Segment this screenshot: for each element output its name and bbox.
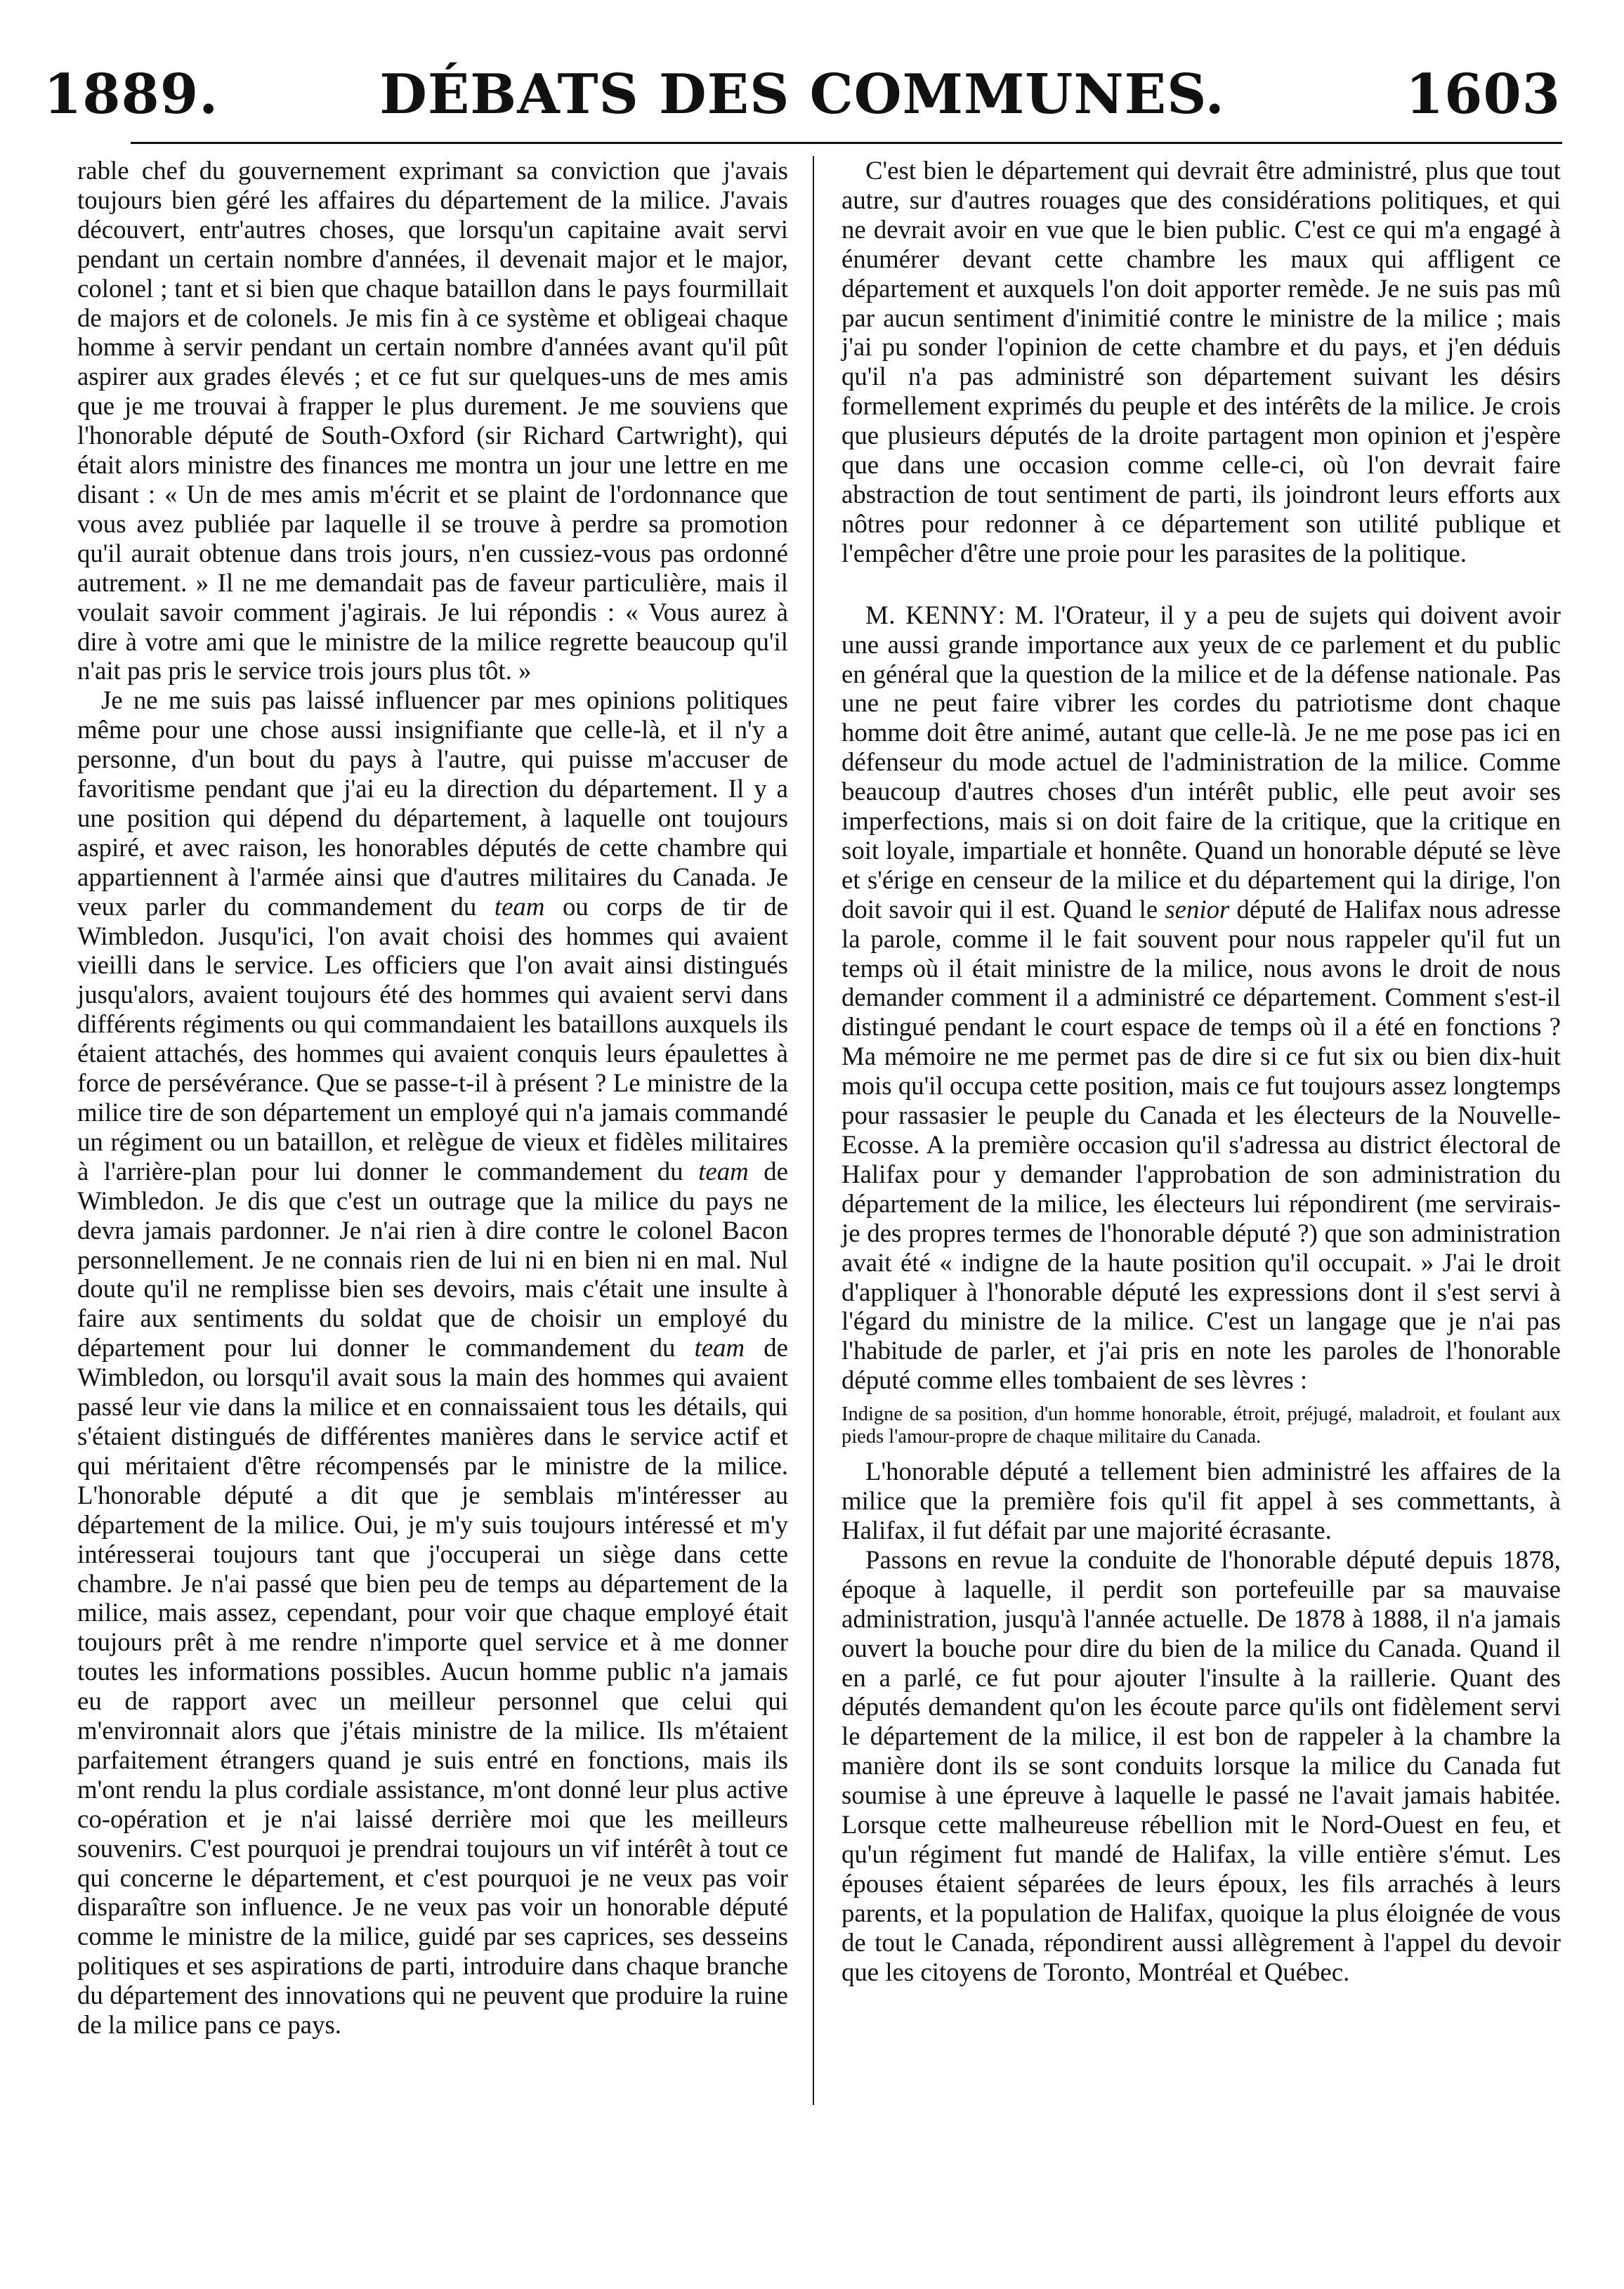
- column-divider: [813, 156, 814, 2105]
- left-paragraph-1: rable chef du gouvernement exprimant sa conviction que j'avais toujours bien géré les affaires du département de la milice. J'avais découvert, entr'autres choses, que lorsqu'un capitaine avait servi pendant un certain nombre d'années, il devenait major et le major, colonel ; tant et si bien que chaque bataillon dans le pays fourmillait de majors et de colonels. Je mis fin à ce système et obligeai chaque homme à servir pendant un certain nombre d'années avant qu'il pût aspirer aux grades élevés ; et ce fut sur quelques-uns de mes amis que je me trouvai à frapper le plus durement. Je me souviens que l'honorable député de South-Oxford (sir Richard Cartwright), qui était alors ministre des finances me montra un jour une lettre en me disant : « Un de mes amis m'écrit et se plaint de l'ordonnance que vous avez publiée par laquelle il se trouve à perdre sa promotion qu'il aurait obtenue dans trois jours, n'en cussiez-vous pas ordonné autrement. » Il ne me demandait pas de faveur particulière, mais il voulait savoir comment j'agirais. Je lui répondis : « Vous aurez à dire à votre ami que le ministre de la milice regrette beaucoup qu'il n'ait pas pris le service trois jours plus tôt. »: [77, 156, 788, 686]
- italic-term-team: team: [494, 891, 545, 921]
- italic-term-senior: senior: [1165, 894, 1230, 924]
- right-paragraph-2: [842, 601, 1561, 1395]
- left-paragraph-2: [77, 686, 788, 2040]
- right-paragraph-2-part-a: : M. l'Orateur, il y a peu de sujets qui doivent avoir une aussi grande importance aux yeux de ce parlement et du public en général que la question de la milice et de la défense nationale. Pas une ne peut faire vibrer les cordes du patriotisme dont chaque homme doit être animé, autant que celle-là. Je ne me pose pas ici en défenseur du mode actuel de l'administration de la milice. Comme beaucoup d'autres choses d'un intérêt public, elle peut avoir ses imperfections, mais si on doit faire de la critique, que la critique en soit loyale, impartiale et honnête. Quand un honorable député se lève et s'érige en censeur de la milice et du département qui la dirige, l'on doit savoir qui il est. Quand le: [842, 600, 1561, 924]
- left-paragraph-2-part-c: de Wimbledon. Je dis que c'est un outrage que la milice du pays ne devra jamais pardonner. Je n'ai rien à dire contre le colonel Bacon personnellement. Je ne connais rien de lui ni en bien ni en mal. Nul doute qu'il ne remplisse bien ses devoirs, mais c'était une insulte à faire aux sentiments du soldat que de choisir un employé du département pour lui donner le commandement du: [77, 1156, 788, 1363]
- page-header: [44, 21, 1561, 126]
- left-paragraph-2-part-a: Je ne me suis pas laissé influencer par mes opinions politiques même pour une chose aussi insignifiante que celle-là, et il n'y a personne, d'un bout du pays à l'autre, qui puisse m'accuser de favoritisme pendant que j'ai eu la direction du département. Il y a une position qui dépend du département, à laquelle ont toujours aspiré, et avec raison, les honorables députés de cette chambre qui appartiennent à l'armée ainsi que d'autres militaires du Canada. Je veux parler du commandement du: [77, 686, 788, 921]
- right-paragraph-4: Passons en revue la conduite de l'honorable député depuis 1878, époque à laquelle, il perdit son portefeuille par sa mauvaise administration, jusqu'à l'année actuelle. De 1878 à 1888, il n'a jamais ouvert la bouche pour dire du bien de la milice du Canada. Quand il en a parlé, ce fut pour ajouter l'insulte à la raillerie. Quant des députés demandent qu'on les écoute parce qu'ils ont fidèlement servi le département de la milice, il est bon de rappeler à la chambre la manière dont ils se sont conduits lorsque la milice du Canada fut soumise à une épreuve à laquelle le passé ne l'avait jamais habitée. Lorsque cette malheureuse rébellion mit le Nord-Ouest en feu, et qu'un régiment fut mandé de Halifax, la ville entière s'émut. Les épouses étaient séparées de leurs époux, les fils arrachés à leurs parents, et la population de Halifax, quoique la plus éloignée de vous de tout le Canada, répondirent aussi allègrement à l'appel du devoir que les citoyens de Toronto, Montréal et Québec.: [842, 1544, 1561, 1986]
- italic-term-team: team: [694, 1333, 745, 1363]
- left-column: [77, 156, 788, 2040]
- speaker-name: M. KENNY: [865, 600, 998, 629]
- right-paragraph-1: C'est bien le département qui devrait être administré, plus que tout autre, sur d'autres rouages que des considérations politiques, et qui ne devrait avoir en vue que le bien public. C'est ce qui m'a engagé à énumérer devant cette chambre les maux qui affligent ce département et auxquels l'on doit apporter remède. Je ne suis pas mû par aucun sentiment d'inimitié contre le ministre de la milice ; mais j'ai pu sonder l'opinion de cette chambre et du pays, et j'en déduis qu'il n'a pas administré son département suivant les désirs formellement exprimés du peuple et des intérêts de la milice. Je crois que plusieurs députés de la droite partagent mon opinion et j'espère que dans une occasion comme celle-ci, où l'on devrait faire abstraction de tout sentiment de parti, ils joindront leurs efforts aux nôtres pour redonner à ce département son utilité publique et l'empêcher d'être une proie pour les parasites de la politique.: [842, 156, 1561, 568]
- right-paragraph-2-part-b: député de Halifax nous adresse la parole, comme il le fait souvent pour nous rappeler qu'il fut un temps où il était ministre de la milice, nous avons le droit de nous demander comment il a administré ce département. Comment s'est-il distingué pendant le court espace de temps où il a été en fonctions ? Ma mémoire ne me permet pas de dire si ce fut six ou bien dix-huit mois qu'il occupa cette position, mais ce fut toujours assez longtemps pour rassasier le peuple du Canada et les électeurs de la Nouvelle-Ecosse. A la première occasion qu'il s'adressa au district électoral de Halifax pour y demander l'approbation de son administration du département de la milice, les électeurs lui répondirent (me servirais-je des propres termes de l'honorable député ?) que son administration avait été « indigne de la haute position qu'il occupait. » J'ai le droit d'appliquer à l'honorable député les expressions dont il s'est servi à l'égard du ministre de la milice. C'est un langage que je n'ai pas l'habitude de parler, et j'ai pris en note les paroles de l'honorable député comme elles tombaient de ses lèvres :: [842, 894, 1561, 1395]
- header-rule: [131, 142, 1562, 144]
- block-quote: Indigne de sa position, d'un homme honorable, étroit, préjugé, maladroit, et foulant aux pieds l'amour-propre de chaque militaire du Canada.: [842, 1403, 1561, 1448]
- italic-term-team: team: [698, 1156, 749, 1186]
- header-title: DÉBATS DES COMMUNES.: [379, 63, 1225, 126]
- right-paragraph-3: L'honorable député a tellement bien administré les affaires de la milice que la première fois qu'il fit appel à ses commettants, à Halifax, il fut défait par une majorité écrasante.: [842, 1457, 1561, 1544]
- left-paragraph-2-part-b: ou corps de tir de Wimbledon. Jusqu'ici, l'on avait choisi des hommes qui avaient vieilli dans le service. Les officiers que l'on avait ainsi distingués jusqu'alors, avaient toujours été des hommes qui avaient servi dans différents régiments ou qui commandaient les bataillons auxquels ils étaient attachés, des hommes qui avaient conquis leurs épaulettes à force de persévérance. Que se passe-t-il à présent ? Le ministre de la milice tire de son département un employé qui n'a jamais commandé un régiment ou un bataillon, et relègue de vieux et fidèles militaires à l'arrière-plan pour lui donner le commandement du: [77, 891, 788, 1186]
- left-paragraph-2-part-d: de Wimbledon, ou lorsqu'il avait sous la main des hommes qui avaient passé leur vie dans la milice et en connaissaient tous les détails, qui s'étaient distingués de différentes manières dans le service actif et qui méritaient d'être récompensés par le ministre de la milice. L'honorable député a dit que je semblais m'intéresser au département de la milice. Oui, je m'y suis toujours intéressé et m'y intéresserai toujours tant que j'occuperai un siège dans cette chambre. Je n'ai passé que bien peu de temps au département de la milice, mais assez, cependant, pour voir que chaque employé était toujours prêt à me rendre n'importe quel service et à me donner toutes les informations possibles. Aucun homme public n'a jamais eu de rapport avec un meilleur personnel que celui qui m'environnait alors que j'étais ministre de la milice. Ils m'étaient parfaitement étrangers quand je suis entré en fonctions, mais ils m'ont rendu la plus cordiale assistance, m'ont donné leur plus active co-opération et je n'ai laissé derrière moi que les meilleurs souvenirs. C'est pourquoi je prendrai toujours un vif intérêt à tout ce qui concerne le département, et c'est pourquoi je ne veux pas voir disparaître son influence. Je ne veux pas voir un honorable député comme le ministre de la milice, guidé par ses caprices, ses desseins politiques et ses aspirations de parti, introduire dans chaque branche du département des innovations qui ne peuvent que produire la ruine de la milice pans ce pays.: [77, 1333, 788, 2040]
- header-year: 1889.: [44, 63, 219, 126]
- right-column: [842, 156, 1561, 1986]
- header-page-number: 1603: [1405, 63, 1561, 126]
